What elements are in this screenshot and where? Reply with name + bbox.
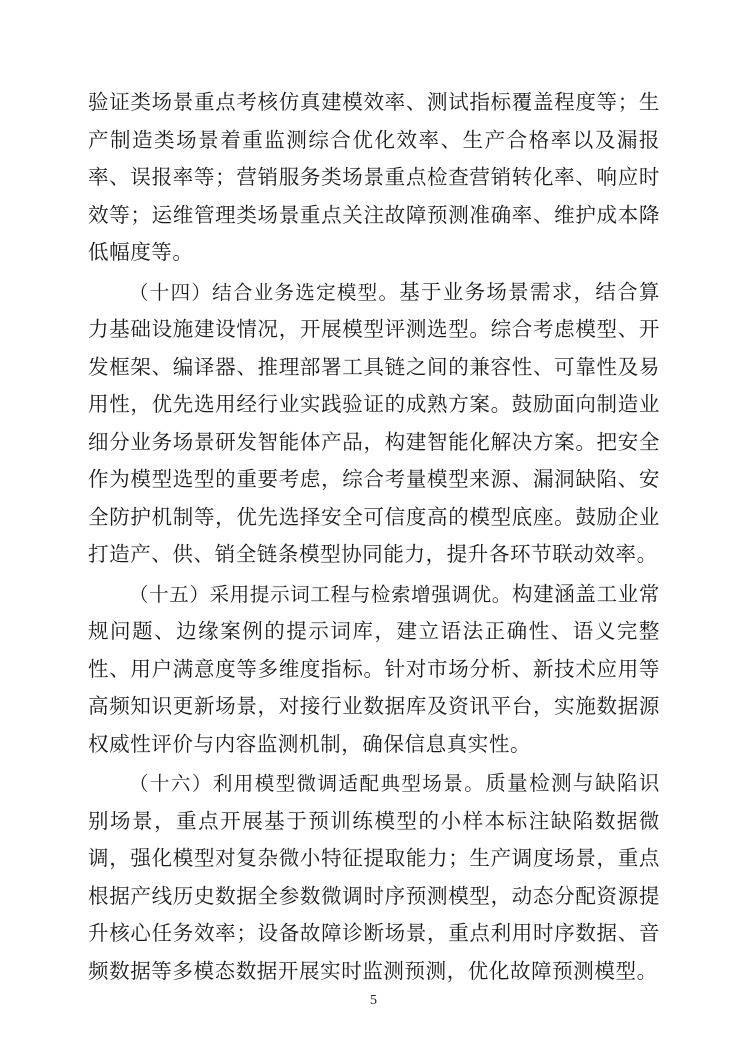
paragraph-text: 构建涵盖工业常规问题、边缘案例的提示词库，建立语法正确性、语义完整性、用户满意度等多维度指标。针对市场分析、新技术应用等高频知识更新场景，对接行业数据库及资讯平台，实施数据源权威性评价与内容监测机制，确保信息真实性。 bbox=[88, 581, 661, 756]
section-heading: （十五）采用提示词工程与检索增强调优。 bbox=[129, 582, 512, 606]
paragraph-text: 基于业务场景需求，结合算力基础设施建设情况，开展模型评测选型。综合考虑模型、开发框架、编译器、推理部署工具链之间的兼容性、可靠性及易用性，优先选用经行业实践验证的成熟方案。鼓励面向制造业细分业务场景研发智能体产品，构建智能化解决方案。把安全作为模型选型的重要考虑，综合考量模型来源、漏洞缺陷、安全防护机制等，优先选择安全可信度高的模型底座。鼓励企业打造产、供、销全链条模型协同能力，提升各环节联动效率。 bbox=[88, 279, 660, 566]
paragraph-section-15 bbox=[88, 576, 660, 764]
paragraph-text: 验证类场景重点考核仿真建模效率、测试指标覆盖程度等；生产制造类场景着重监测综合优化效率、生产合格率以及漏报率、误报率等；营销服务类场景重点检查营销转化率、响应时效等；运维管理类场景重点关注故障预测准确率、维护成本降低幅度等。 bbox=[88, 90, 660, 264]
document-body bbox=[88, 84, 660, 990]
paragraph-continuation bbox=[88, 84, 660, 272]
paragraph-section-16 bbox=[88, 765, 660, 990]
section-heading: （十六）利用模型微调适配典型场景。 bbox=[129, 772, 486, 795]
section-heading: （十四）结合业务选定模型。 bbox=[129, 280, 400, 304]
paragraph-section-14 bbox=[88, 274, 660, 574]
paragraph-text: 质量检测与缺陷识别场景，重点开展基于预训练模型的小样本标注缺陷数据微调，强化模型对复杂微小特征提取能力；生产调度场景，重点根据产线历史数据全参数微调时序预测模型，动态分配资源提升核心任务效率；设备故障诊断场景，重点利用时序数据、音频数据等多模态数据开展实时监测预测，优化故障预测模型。 bbox=[88, 771, 660, 983]
page-number: 5 bbox=[370, 993, 377, 1008]
